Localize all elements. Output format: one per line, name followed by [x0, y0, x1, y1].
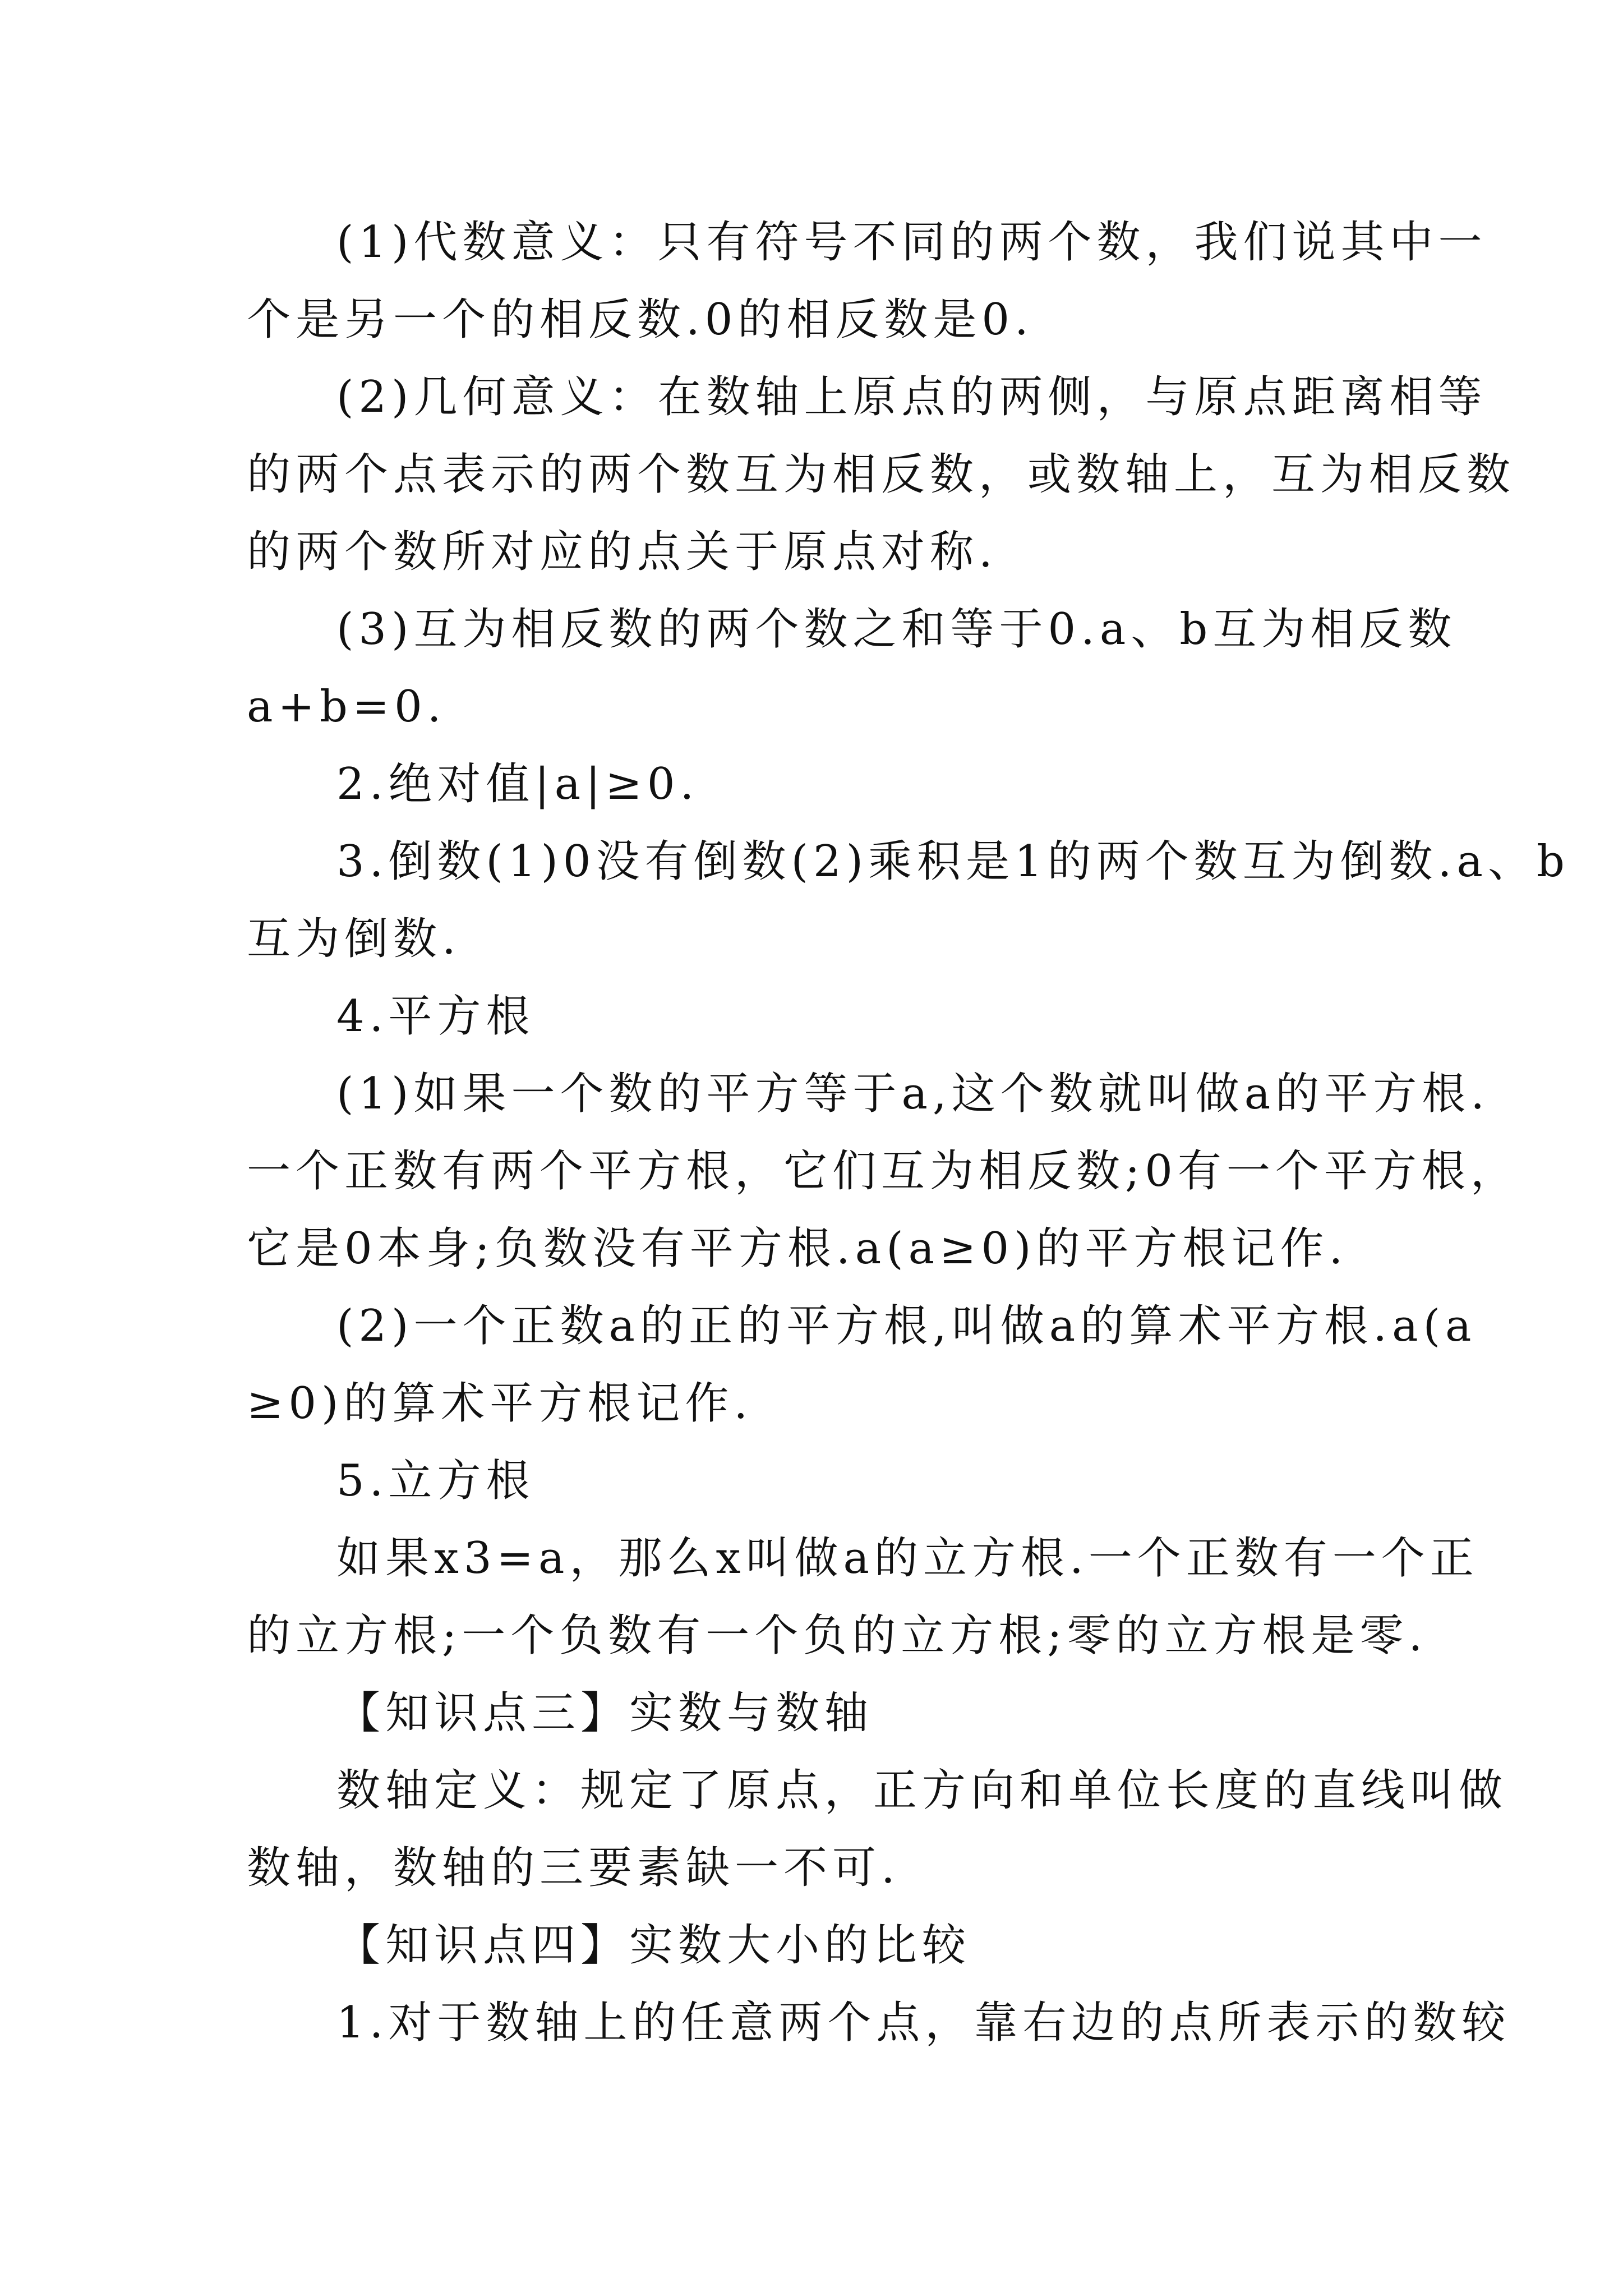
text-line: 1.对于数轴上的任意两个点，靠右边的点所表示的数较	[336, 1998, 1511, 2048]
text-line: a+b=0.	[247, 682, 446, 732]
text-line: 的两个数所对应的点关于原点对称.	[247, 527, 998, 577]
text-line: 数轴定义：规定了原点，正方向和单位长度的直线叫做	[336, 1765, 1508, 1816]
text-line: 它是0本身;负数没有平方根.a(a≥0)的平方根记作.	[247, 1223, 1348, 1274]
text-line: 一个正数有两个平方根，它们互为相反数;0有一个平方根，	[247, 1146, 1519, 1197]
text-line: 的立方根;一个负数有一个负的立方根;零的立方根是零.	[247, 1611, 1428, 1661]
text-line: 2.绝对值|a|≥0.	[336, 759, 699, 809]
text-line: ≥0)的算术平方根记作.	[247, 1378, 753, 1429]
text-line: (1)代数意义：只有符号不同的两个数，我们说其中一	[336, 217, 1487, 268]
text-line: 数轴，数轴的三要素缺一不可.	[247, 1843, 900, 1893]
text-line: 如果x3=a，那么x叫做a的立方根.一个正数有一个正	[336, 1533, 1479, 1584]
section-heading: 5.立方根	[336, 1456, 535, 1506]
knowledge-point-heading: 【知识点三】实数与数轴	[336, 1688, 874, 1738]
text-line: 个是另一个的相反数.0的相反数是0.	[247, 295, 1034, 345]
text-line: 互为倒数.	[247, 914, 461, 964]
text-line: (2)一个正数a的正的平方根,叫做a的算术平方根.a(a	[336, 1301, 1477, 1351]
section-heading: 4.平方根	[336, 991, 535, 1042]
text-line: (3)互为相反数的两个数之和等于0.a、b互为相反数	[336, 604, 1457, 655]
text-line: 的两个点表示的两个数互为相反数，或数轴上，互为相反数	[247, 449, 1516, 500]
text-line: 3.倒数(1)0没有倒数(2)乘积是1的两个数互为倒数.a、b	[336, 836, 1570, 887]
text-line: (2)几何意义：在数轴上原点的两侧，与原点距离相等	[336, 372, 1487, 422]
knowledge-point-heading: 【知识点四】实数大小的比较	[336, 1920, 971, 1971]
text-line: (1)如果一个数的平方等于a,这个数就叫做a的平方根.	[336, 1069, 1490, 1119]
